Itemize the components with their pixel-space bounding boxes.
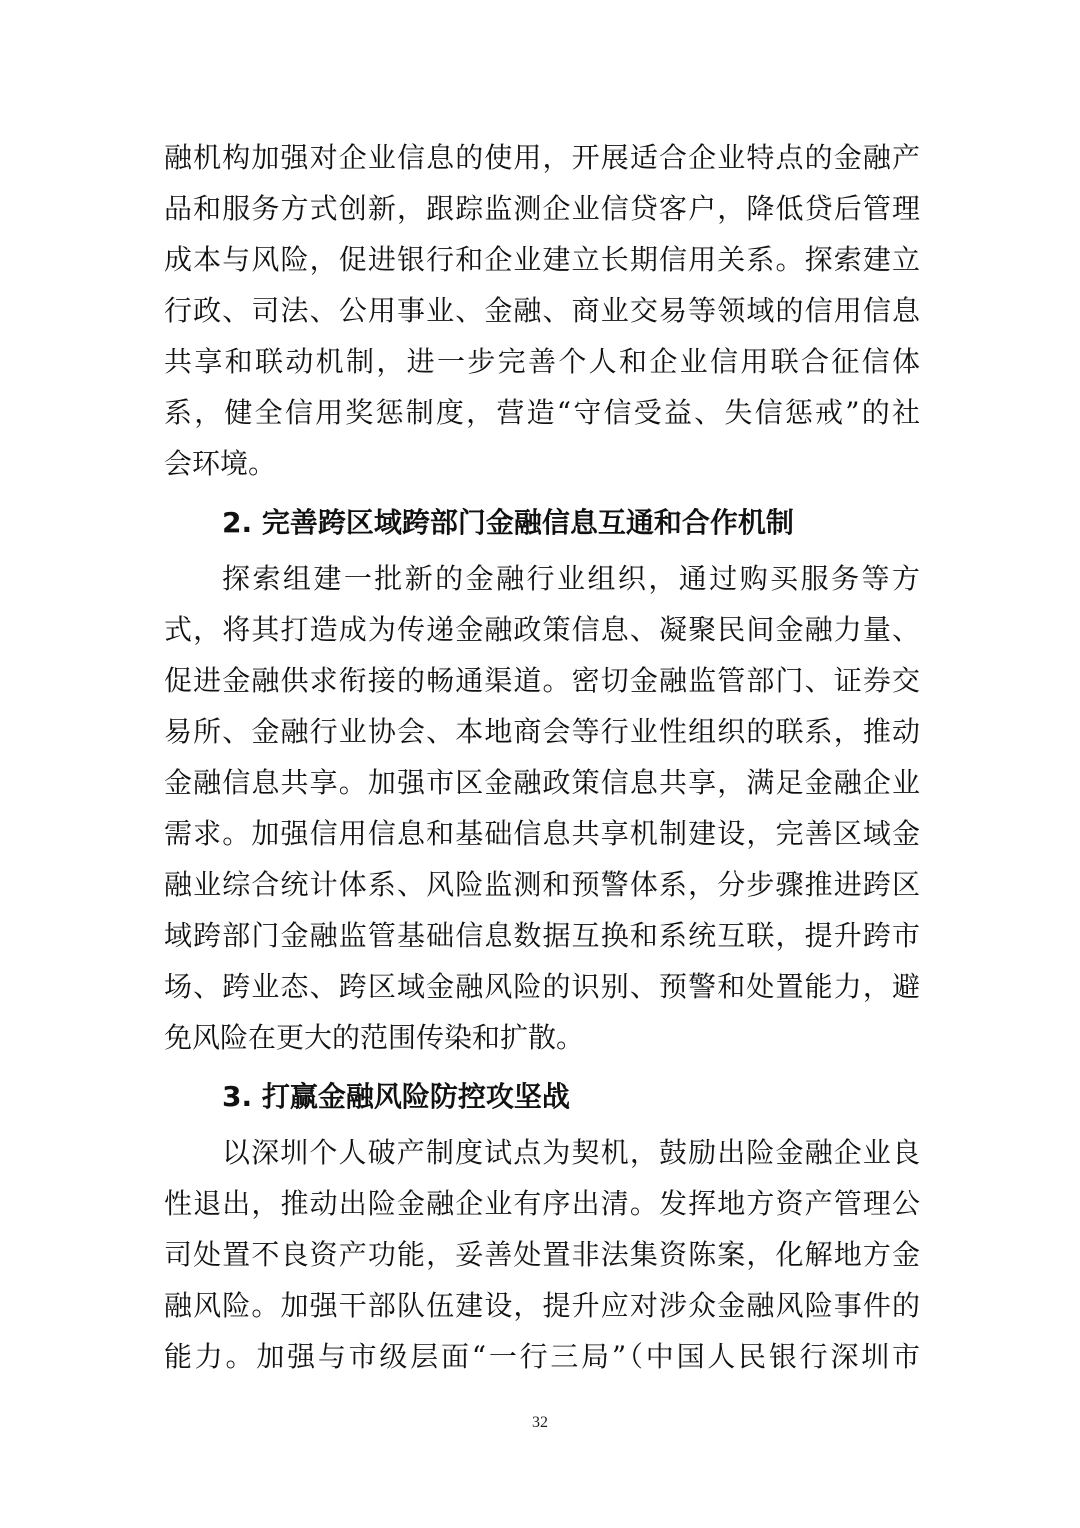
section-2-heading: 2. 完善跨区域跨部门金融信息互通和合作机制 [222,506,794,539]
paragraph-line: 成本与风险，促进银行和企业建立长期信用关系。探索建立 [164,243,920,276]
paragraph-line: 免风险在更大的范围传染和扩散。 [164,1021,585,1054]
paragraph-line: 需求。加强信用信息和基础信息共享机制建设，完善区域金 [164,817,920,850]
paragraph-line: 金融信息共享。加强市区金融政策信息共享，满足金融企业 [164,766,920,799]
paragraph-1 [164,132,920,489]
paragraph-line: 会环境。 [164,447,277,480]
paragraph-line: 融风险。加强干部队伍建设，提升应对涉众金融风险事件的 [164,1289,920,1322]
paragraph-line: 式，将其打造成为传递金融政策信息、凝聚民间金融力量、 [164,613,920,646]
section-2-paragraph [164,553,920,1063]
paragraph-line: 系，健全信用奖惩制度，营造“守信受益、失信惩戒”的社 [164,396,920,429]
paragraph-line: 易所、金融行业协会、本地商会等行业性组织的联系，推动 [164,715,920,748]
paragraph-line: 探索组建一批新的金融行业组织，通过购买服务等方 [222,562,920,595]
section-3-paragraph [164,1127,920,1382]
paragraph-line: 能力。加强与市级层面“一行三局”（中国人民银行深圳市 [164,1340,920,1373]
page-number: 32 [532,1414,548,1431]
paragraph-line: 域跨部门金融监管基础信息数据互换和系统互联，提升跨市 [164,919,920,952]
paragraph-line: 品和服务方式创新，跟踪监测企业信贷客户，降低贷后管理 [164,192,920,225]
section-3-heading: 3. 打赢金融风险防控攻坚战 [222,1080,570,1113]
paragraph-line: 场、跨业态、跨区域金融风险的识别、预警和处置能力，避 [164,970,920,1003]
paragraph-line: 司处置不良资产功能，妥善处置非法集资陈案，化解地方金 [164,1238,920,1271]
paragraph-line: 性退出，推动出险金融企业有序出清。发挥地方资产管理公 [164,1187,920,1220]
paragraph-line: 以深圳个人破产制度试点为契机，鼓励出险金融企业良 [222,1136,920,1169]
paragraph-line: 促进金融供求衔接的畅通渠道。密切金融监管部门、证券交 [164,664,920,697]
paragraph-line: 融业综合统计体系、风险监测和预警体系，分步骤推进跨区 [164,868,920,901]
paragraph-line: 行政、司法、公用事业、金融、商业交易等领域的信用信息 [164,294,920,327]
paragraph-line: 共享和联动机制，进一步完善个人和企业信用联合征信体 [164,345,920,378]
paragraph-line: 融机构加强对企业信息的使用，开展适合企业特点的金融产 [164,141,920,174]
page-body [164,132,920,1382]
